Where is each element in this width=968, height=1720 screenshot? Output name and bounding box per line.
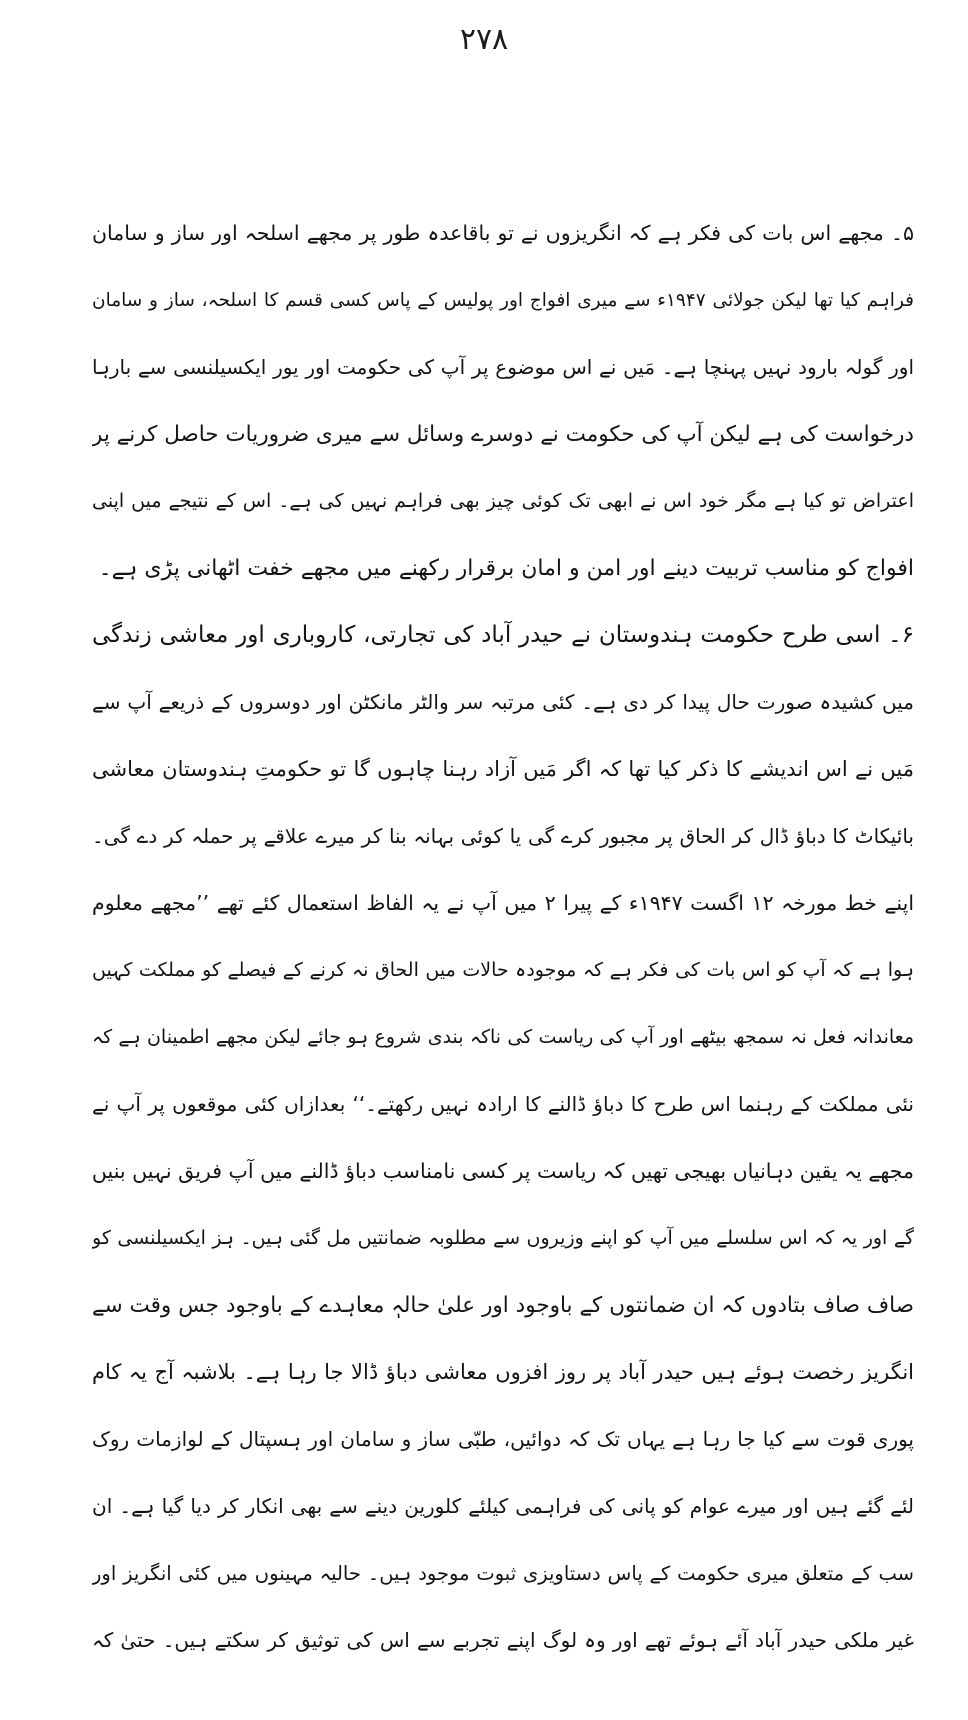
text-line: ۵۔ مجھے اس بات کی فکر ہے کہ انگریزوں نے تو باقاعدہ طور پر مجھے اسلحہ اور ساز و سامان <box>92 221 914 245</box>
text-line: فراہم کیا تھا لیکن جولائی ۱۹۴۷ء سے میری افواج اور پولیس کے پاس کسی قسم کا اسلحہ، ساز و سامان <box>92 290 914 311</box>
text-line: ہوا ہے کہ آپ کو اس بات کی فکر ہے کہ موجودہ حالات میں الحاق نہ کرنے کے فیصلے کو مملکت کہیں <box>92 959 914 981</box>
text-line: مجھے یہ یقین دہانیاں بھیجی تھیں کہ ریاست پر کسی نامناسب دباؤ ڈالنے میں آپ فریق نہیں بنیں <box>92 1159 914 1183</box>
text-line: صاف صاف بتادوں کہ ان ضمانتوں کے باوجود اور علیٰ حالہٖ معاہدے کے باوجود جس وقت سے <box>92 1293 914 1318</box>
text-line: سب کے متعلق میری حکومت کے پاس دستاویزی ثبوت موجود ہیں۔ حالیہ مہینوں میں کئی انگریز اور <box>92 1562 914 1585</box>
text-line: ۶۔ اسی طرح حکومت ہندوستان نے حیدر آباد کی تجارتی، کاروباری اور معاشی زندگی <box>92 622 914 648</box>
page-number: ۲۷۸ <box>459 22 509 57</box>
text-line: مَیں نے اس اندیشے کا ذکر کیا تھا کہ اگر مَیں آزاد رہنا چاہوں گا تو حکومتِ ہندوستان معاشی <box>92 757 914 781</box>
text-line: اعتراض تو کیا ہے مگر خود اس نے ابھی تک کوئی چیز بھی فراہم نہیں کی ہے۔ اس کے نتیجے میں اپنی <box>92 490 914 512</box>
text-line: انگریز رخصت ہوئے ہیں حیدر آباد پر روز افزوں معاشی دباؤ ڈالا جا رہا ہے۔ بلاشبہ آج یہ کام <box>92 1360 914 1384</box>
text-line: افواج کو مناسب تربیت دینے اور امن و امان برقرار رکھنے میں مجھے خفت اٹھانی پڑی ہے۔ <box>98 556 914 581</box>
body-text <box>92 200 914 1674</box>
text-line: اپنے خط مورخہ ۱۲ اگست ۱۹۴۷ء کے پیرا ۲ میں آپ نے یہ الفاظ استعمال کئے تھے ’’مجھے معلوم <box>92 891 914 915</box>
text-line: معاندانہ فعل نہ سمجھ بیٹھے اور آپ کی ریاست کی ناکہ بندی شروع ہو جائے لیکن مجھے اطمینان ہے کہ <box>92 1026 914 1048</box>
text-line: غیر ملکی حیدر آباد آئے ہوئے تھے اور وہ لوگ اپنے تجربے سے اس کی توثیق کر سکتے ہیں۔ حتیٰ کہ <box>92 1628 914 1652</box>
text-line: پوری قوت سے کیا جا رہا ہے یہاں تک کہ دوائیں، طبّی ساز و سامان اور ہسپتال کے لوازمات روک <box>92 1427 914 1451</box>
text-line: لئے گئے ہیں اور میرے عوام کو پانی کی فراہمی کیلئے کلورین دینے سے بھی انکار کر دیا گیا ہے۔ ان <box>92 1494 914 1518</box>
text-line: درخواست کی ہے لیکن آپ کی حکومت نے دوسرے وسائل سے میری ضروریات حاصل کرنے پر <box>92 422 914 447</box>
text-line: بائیکاٹ کا دباؤ ڈال کر الحاق پر مجبور کرے گی یا کوئی بہانہ بنا کر میرے علاقے پر حملہ کر دے گی۔ <box>92 824 914 848</box>
text-line: گے اور یہ کہ اس سلسلے میں آپ کو اپنے وزیروں سے مطلوبہ ضمانتیں مل گئی ہیں۔ ہز ایکسیلنسی کو <box>92 1227 914 1249</box>
text-line: نئی مملکت کے رہنما اس طرح کا دباؤ ڈالنے کا ارادہ نہیں رکھتے۔‘‘ بعدازاں کئی موقعوں پر آپ نے <box>92 1092 914 1116</box>
text-line: اور گولہ بارود نہیں پہنچا ہے۔ مَیں نے اس موضوع پر آپ کی حکومت اور یور ایکسیلنسی سے بارہا <box>92 355 914 379</box>
text-line: میں کشیدہ صورت حال پیدا کر دی ہے۔ کئی مرتبہ سر والٹر مانکٹن اور دوسروں کے ذریعے آپ سے <box>92 690 914 714</box>
